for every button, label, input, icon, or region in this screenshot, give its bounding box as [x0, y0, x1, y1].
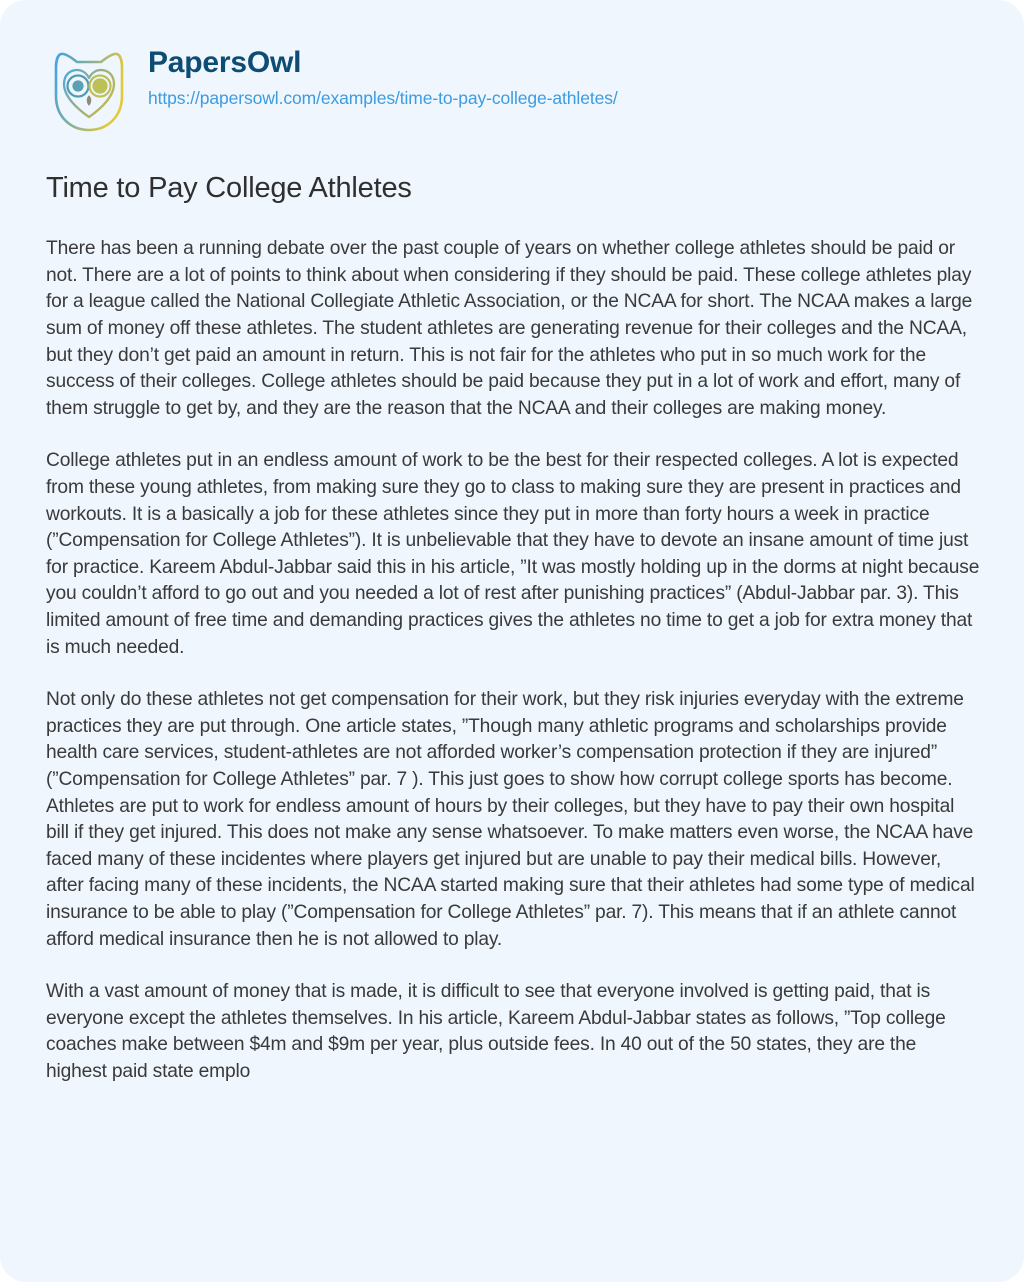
article-paragraph: There has been a running debate over the past couple of years on whether college athletes should be paid or not. There are a lot of points to think about when considering if they should be paid. These college athletes play for a league called the National Collegiate Athletic Association, or the NCAA for short. The NCAA makes a large sum of money off these athletes. The student athletes are generating revenue for their colleges and the NCAA, but they don’t get paid an amount in return. This is not fair for the athletes who put in so much work for the success of their colleges. College athletes should be paid because they put in a lot of work and effort, many of them struggle to get by, and they are the reason that the NCAA and their colleges are making money. [46, 238, 973, 419]
article-body [46, 236, 980, 1085]
article-container [0, 170, 1024, 1085]
article-paragraph: College athletes put in an endless amount of work to be the best for their respected colleges. A lot is expected from these young athletes, from making sure they go to class to making sure they are present in practices and workouts. It is a basically a job for these athletes since they put in more than forty hours a week in practice (”Compensation for College Athletes”). It is unbelievable that they have to devote an insane amount of time just for practice. Kareem Abdul-Jabbar said this in his article, ”It was mostly holding up in the dorms at night because you couldn’t afford to go out and you needed a lot of rest after punishing practices” (Abdul-Jabbar par. 3). This limited amount of free time and demanding practices gives the athletes no time to get a job for extra money that is much needed. [46, 450, 980, 658]
owl-logo-icon [46, 42, 132, 134]
article-paragraph: With a vast amount of money that is made, it is difficult to see that everyone involved is getting paid, that is everyone except the athletes themselves. In his article, Kareem Abdul-Jabbar states as follows, ”Top college coaches make between $4m and $9m per year, plus outside fees. In 40 out of the 50 states, they are the highest paid state emplo [46, 981, 946, 1082]
brand-name: PapersOwl [148, 46, 302, 79]
article-paragraph: Not only do these athletes not get compensation for their work, but they risk injuries everyday with the extreme practices they are put through. One article states, ”Though many athletic programs and scholarships provide health care services, student-athletes are not afforded worker’s compensation protection if they are injured” (”Compensation for College Athletes” par. 7 ). This just goes to show how corrupt college sports has become. Athletes are put to work for endless amount of hours by their colleges, but they have to pay their own hospital bill if they get injured. This does not make any sense whatsoever. To make matters even worse, the NCAA have faced many of these incidentes where players get injured but are unable to pay their medical bills. However, after facing many of these incidents, the NCAA started making sure that their athletes had some type of medical insurance to be able to play (”Compensation for College Athletes” par. 7). This means that if an athlete cannot afford medical insurance then he is not allowed to play. [46, 689, 975, 950]
source-url-link[interactable]: https://papersowl.com/examples/time-to-pay-college-athletes/ [148, 88, 618, 108]
brand-block [148, 40, 618, 109]
site-header [0, 0, 1024, 112]
page-title: Time to Pay College Athletes [46, 172, 412, 204]
